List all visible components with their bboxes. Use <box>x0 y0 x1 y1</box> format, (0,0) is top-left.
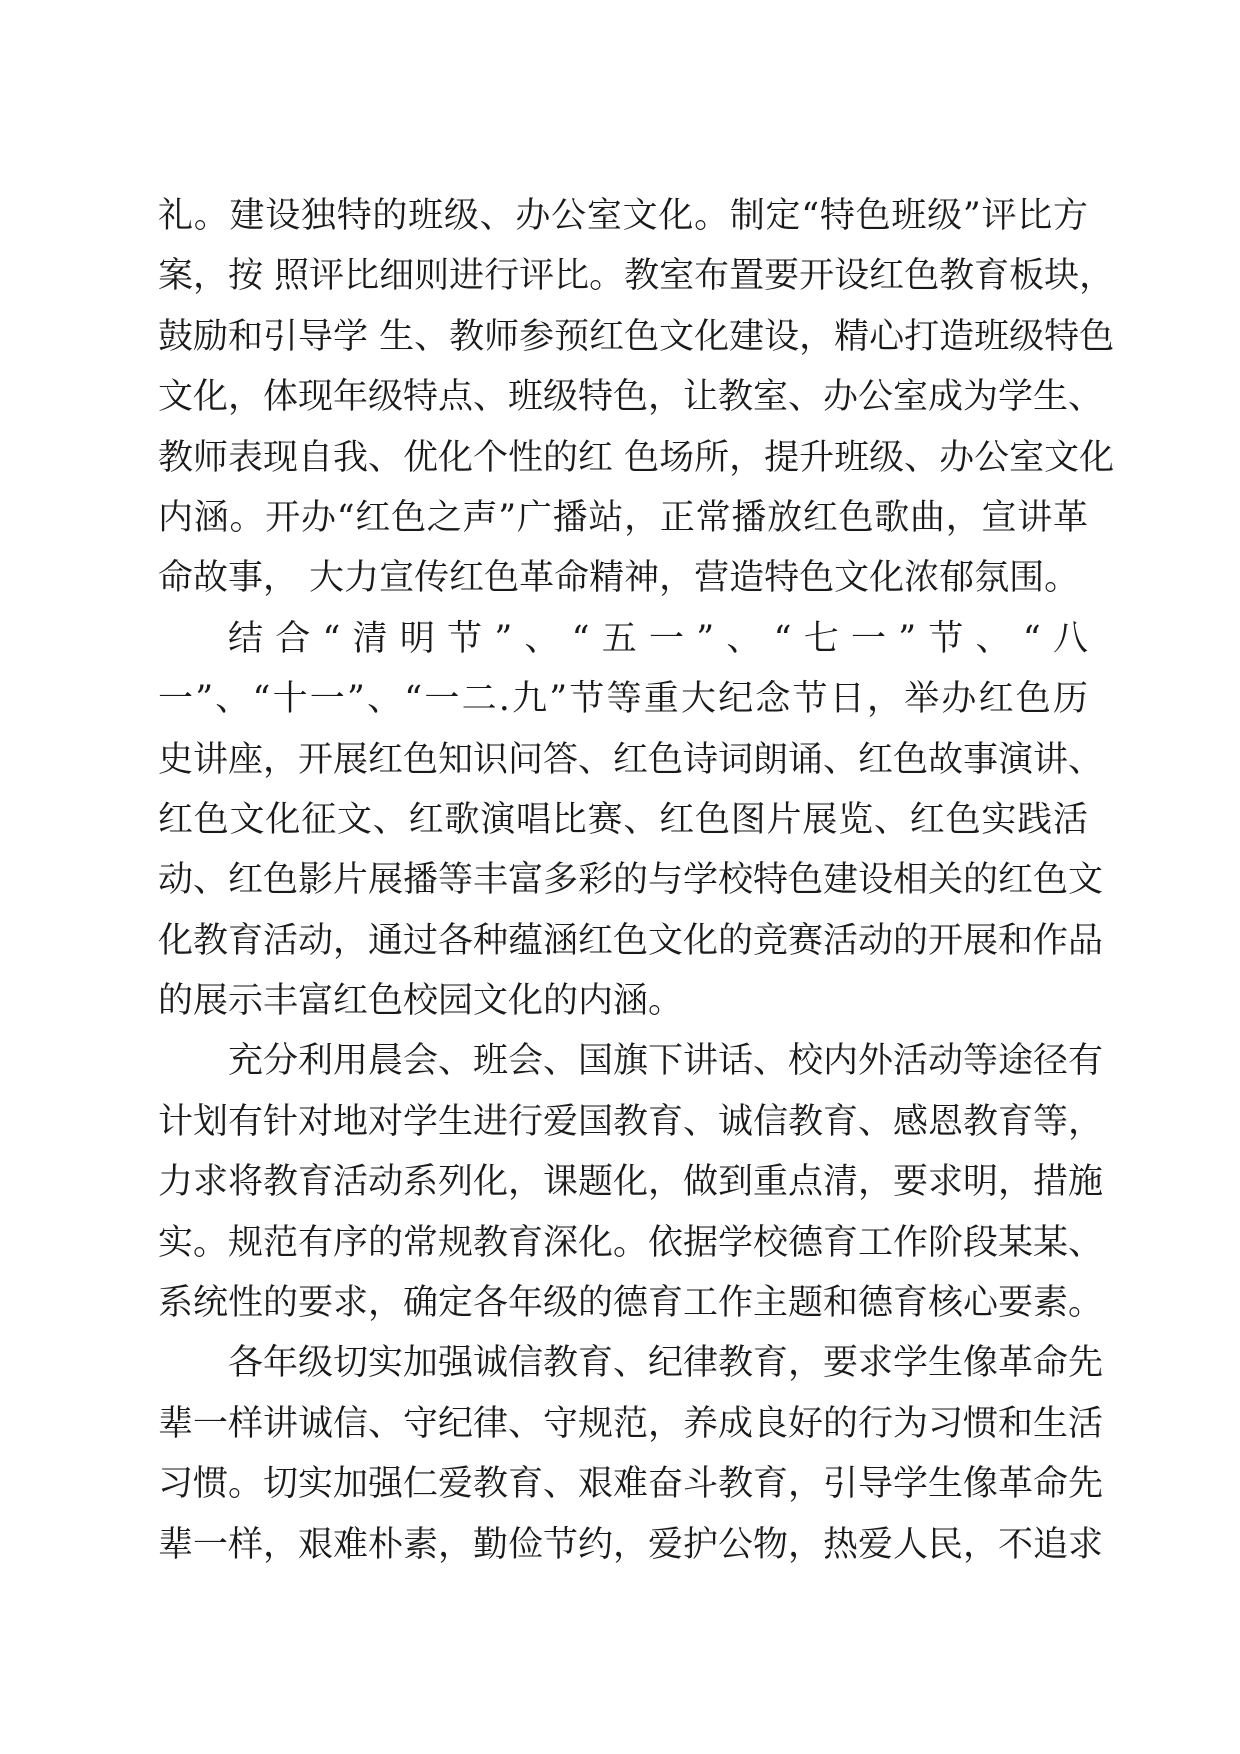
text-line: 命故事， 大力宣传红色革命精神，营造特色文化浓郁氛围。 <box>158 558 1080 599</box>
text-line: 教师表现自我、优化个性的红 色场所，提升班级、办公室文化 <box>158 437 1115 478</box>
body-text <box>158 186 1115 1575</box>
text-line: 辈一样讲诚信、守纪律、守规范，养成良好的行为习惯和生活 <box>158 1403 1104 1444</box>
text-line: 的展示丰富红色校园文化的内涵。 <box>158 981 684 1022</box>
text-line: 内涵。开办“红色之声”广播站，正常播放红色歌曲，宣讲革 <box>158 497 1088 538</box>
text-line: 辈一样，艰难朴素，勤俭节约，爱护公物，热爱人民，不追求 <box>158 1524 1104 1565</box>
text-line: 红色文化征文、红歌演唱比赛、红色图片展览、红色实践活 <box>158 799 1088 840</box>
paragraph-first-line: 结合“清明节”、“五一”、“七一”节、“八 <box>228 618 1088 659</box>
text-line: 史讲座，开展红色知识问答、红色诗词朗诵、红色故事演讲、 <box>158 739 1104 780</box>
text-line: 文化，体现年级特点、班级特色，让教室、办公室成为学生、 <box>158 377 1104 418</box>
text-line: 案，按 照评比细则进行评比。教室布置要开设红色教育板块， <box>158 256 1115 297</box>
text-line: 鼓励和引导学 生、教师参预红色文化建设，精心打造班级特色 <box>158 316 1115 357</box>
text-line: 实。规范有序的常规教育深化。依据学校德育工作阶段某某、 <box>158 1222 1104 1263</box>
text-line: 化教育活动，通过各种蕴涵红色文化的竞赛活动的开展和作品 <box>158 920 1104 961</box>
text-line: 习惯。切实加强仁爱教育、艰难奋斗教育，引导学生像革命先 <box>158 1464 1104 1505</box>
paragraph-first-line: 充分利用晨会、班会、国旗下讲话、校内外活动等途径有 <box>228 1041 1104 1082</box>
text-line: 一”、“十一”、“一二.九”节等重大纪念节日，举办红色历 <box>158 679 1088 720</box>
text-line: 礼。建设独特的班级、办公室文化。制定“特色班级”评比方 <box>158 196 1088 236</box>
text-line: 系统性的要求，确定各年级的德育工作主题和德育核心要素。 <box>158 1283 1104 1324</box>
text-line: 力求将教育活动系列化，课题化，做到重点清，要求明，措施 <box>158 1162 1104 1203</box>
text-line: 动、红色影片展播等丰富多彩的与学校特色建设相关的红色文 <box>158 860 1104 901</box>
text-line: 计划有针对地对学生进行爱国教育、诚信教育、感恩教育等， <box>158 1101 1104 1142</box>
paragraph-first-line: 各年级切实加强诚信教育、纪律教育，要求学生像革命先 <box>228 1343 1104 1384</box>
